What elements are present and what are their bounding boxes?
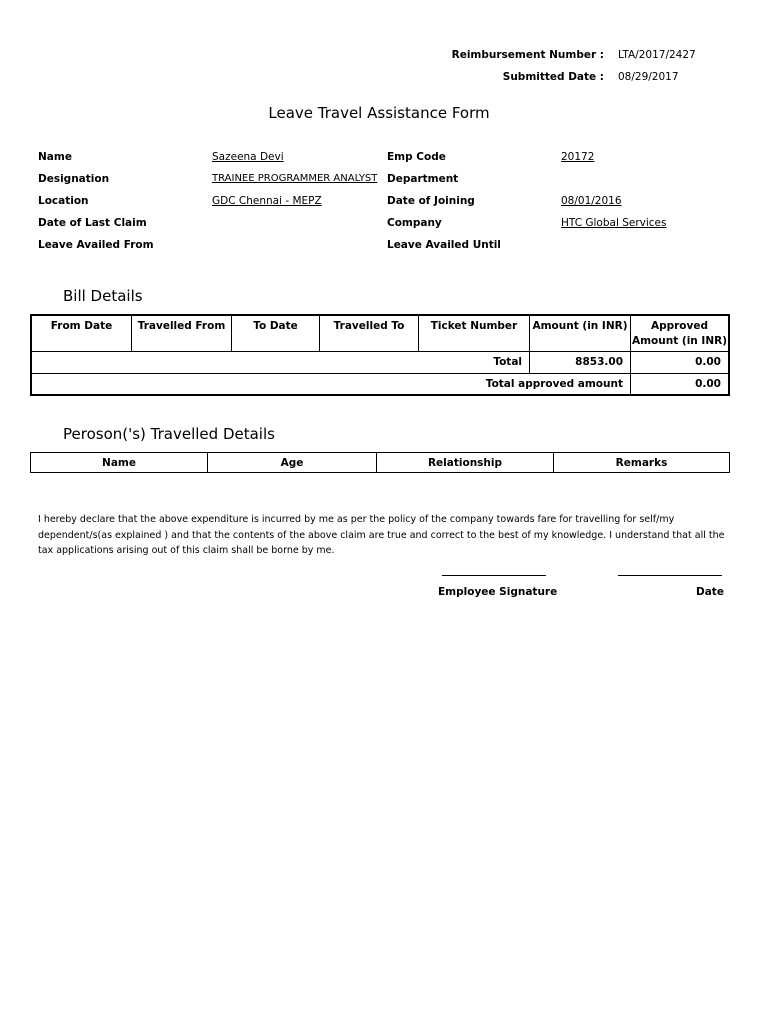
employee-signature-label: Employee Signature — [438, 586, 558, 598]
bill-total-approved-label: Total approved amount — [31, 373, 631, 395]
company-value: HTC Global Services — [561, 217, 667, 229]
joining-label: Date of Joining — [387, 195, 475, 207]
persons-col-relationship: Relationship — [377, 453, 554, 473]
declaration-text: I hereby declare that the above expenditure is incurred by me as per the policy of the company towards fare for travelling for self/my dependent/s(as explained ) and that the contents of the above claim are true and correct to the best of my knowledge. I understand that all the tax applications arising out of this claim shall be borne by me. — [38, 514, 725, 556]
submitted-date-value: 08/29/2017 — [618, 71, 679, 83]
leave-from-label: Leave Availed From — [38, 239, 154, 251]
bill-col-amount: Amount (in INR) — [530, 315, 631, 351]
emp-code-label: Emp Code — [387, 151, 446, 163]
company-label: Company — [387, 217, 442, 229]
emp-code-value: 20172 — [561, 151, 595, 163]
employee-signature-line — [442, 575, 546, 576]
persons-col-name: Name — [31, 453, 208, 473]
date-signature-line — [618, 575, 722, 576]
submitted-date-label: Submitted Date : — [502, 71, 604, 83]
bill-col-from-date: From Date — [31, 315, 132, 351]
reimbursement-number-value: LTA/2017/2427 — [618, 49, 696, 61]
department-label: Department — [387, 173, 459, 185]
leave-until-label: Leave Availed Until — [387, 239, 501, 251]
reimbursement-number-label: Reimbursement Number : — [451, 49, 604, 61]
persons-table — [30, 452, 730, 473]
designation-value: TRAINEE PROGRAMMER ANALYST — [212, 173, 378, 184]
bill-total-approved: 0.00 — [631, 351, 730, 373]
bill-total-amount: 8853.00 — [530, 351, 631, 373]
last-claim-label: Date of Last Claim — [38, 217, 147, 229]
bill-col-travelled-from: Travelled From — [132, 315, 232, 351]
designation-label: Designation — [38, 173, 110, 185]
bill-col-to-date: To Date — [232, 315, 320, 351]
bill-details-table — [30, 314, 730, 396]
persons-col-age: Age — [208, 453, 377, 473]
bill-col-travelled-to: Travelled To — [320, 315, 419, 351]
bill-header-row — [31, 315, 729, 351]
date-label: Date — [696, 586, 724, 598]
bill-total-approved-row — [31, 373, 729, 395]
bill-total-approved-value: 0.00 — [631, 373, 730, 395]
persons-col-remarks: Remarks — [554, 453, 730, 473]
page-title: Leave Travel Assistance Form — [268, 104, 490, 122]
location-label: Location — [38, 195, 89, 207]
persons-header-row — [31, 453, 730, 473]
location-value: GDC Chennai - MEPZ — [212, 195, 322, 207]
bill-details-heading: Bill Details — [63, 287, 143, 305]
persons-heading: Peroson('s) Travelled Details — [63, 425, 275, 443]
bill-col-approved-amount: Approved Amount (in INR) — [631, 315, 730, 351]
name-label: Name — [38, 151, 72, 163]
name-value: Sazeena Devi — [212, 151, 284, 163]
joining-value: 08/01/2016 — [561, 195, 622, 207]
bill-total-label: Total — [31, 351, 530, 373]
bill-total-row — [31, 351, 729, 373]
bill-col-ticket-number: Ticket Number — [419, 315, 530, 351]
